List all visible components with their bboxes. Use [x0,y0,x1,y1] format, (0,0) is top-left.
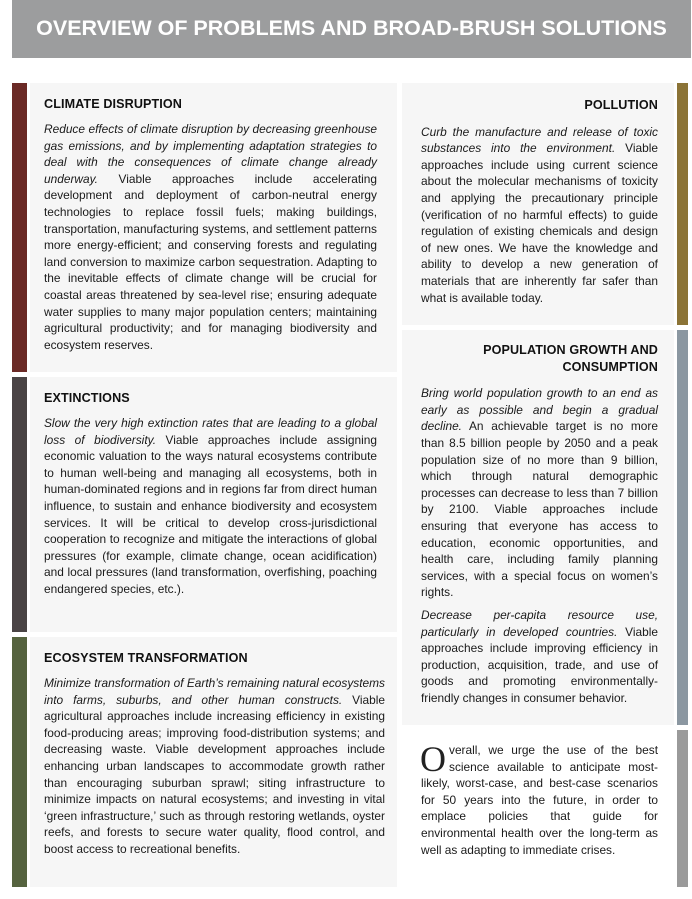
pollution-heading: POLLUTION [584,98,658,112]
population-section [402,330,674,725]
population-lead-2: Decrease per-capita resource use, particularly in developed countries. [421,607,658,639]
pollution-section [402,83,674,325]
population-color-bar [677,330,688,725]
overall-body: verall, we urge the use of the best science available to anticipate most-likely, worst-case, and best-case scenarios for 50 years into the future, in order to emplace policies that guide for environmental health over the long-term as well as adapting to immediate crises. [421,743,658,857]
extinctions-section [30,377,397,632]
population-body-1: An achievable target is no more than 8.5 billion people by 2050 and a peak population size of no more than 9 billion, which through natural demographic processes can decrease to less than 7 billion by 2100. Viable approaches include ensuring that everyone has access to education, economic opportunities, and health care, including family planning services, with a special focus on women’s rights. [421,419,658,600]
climate-lead: Reduce effects of climate disruption by decreasing greenhouse gas emissions, and by implementing adaptation strategies to deal with the consequences of climate change already underway. [44,122,377,186]
extinctions-heading: EXTINCTIONS [44,391,130,405]
overall-text [420,739,658,858]
extinctions-color-bar [12,377,27,632]
ecosystem-section [30,637,397,887]
climate-body: Viable approaches include accelerating development and deployment of carbon-neutral energy technologies to replace fossil fuels; making buildings, transportation, manufacturing systems, and settlement patterns more energy-efficient; and conserving forests and regulating land conversion to maximize carbon sequestration. Adapting to the inevitable effects of climate change will be crucial for coastal areas threatened by sea-level rise; ensuring adequate water supplies to many major population centers; maintaining agricultural productivity; and for managing biodiversity and ecosystem reserves. [44,171,377,352]
ecosystem-text [44,675,385,858]
ecosystem-color-bar [12,637,27,887]
pollution-text [421,124,658,307]
overall-dropcap: O [420,739,446,779]
extinctions-text [44,415,377,598]
population-text-2 [421,607,658,707]
overall-color-bar [677,730,688,887]
title-banner [12,0,691,58]
pollution-body: Viable approaches include using current science about the molecular mechanisms of toxicity and applying the precautionary principle (verification of no harmful effects) to guide regulation of existing chemicals and design of new ones. We have the knowledge and ability to develop a new generation of materials that are inherently far safer than what is available today. [421,141,658,305]
climate-color-bar [12,83,27,372]
overall-section [402,730,674,887]
page-title: OVERVIEW OF PROBLEMS AND BROAD-BRUSH SOLUTIONS [36,16,667,40]
population-heading: POPULATION GROWTH AND CONSUMPTION [483,343,658,374]
climate-heading: CLIMATE DISRUPTION [44,97,182,111]
climate-section [30,83,397,372]
population-body-2: Viable approaches include improving efficiency in production, acquisition, trade, and use of goods and promoting environmentally-friendly changes in consumer behavior. [421,624,658,705]
extinctions-lead: Slow the very high extinction rates that are leading to a global loss of biodiversity. [44,416,377,447]
climate-text [44,121,377,353]
pollution-color-bar [677,83,688,325]
ecosystem-heading: ECOSYSTEM TRANSFORMATION [44,651,248,665]
extinctions-body: Viable approaches include assigning economic valuation to the ways natural ecosystems contribute to human well-being and managing all ecosystems, both in human-dominated regions and in regions far from direct human influence, to sustain and enhance biodiversity and ecosystem services. It will be critical to develop cross-jurisdictional cooperation to recognize and mitigate the interactions of global pressures (for example, climate change, ocean acidification) and local pressures (land transformation, overfishing, poaching endangered species, etc.). [44,432,377,596]
pollution-lead: Curb the manufacture and release of toxic substances into the environment. [421,124,658,156]
ecosystem-lead: Minimize transformation of Earth’s remaining natural ecosystems into farms, suburbs, and other human constructs. [44,676,385,707]
ecosystem-body: Viable agricultural approaches include increasing efficiency in existing food-producing areas; improving food-distribution systems; and decreasing waste. Viable development approaches include enhancing urban landscapes to accommodate growth rather than encouraging suburban sprawl; siting infrastructure to minimize impacts on natural ecosystems; and investing in vital ‘green infrastructure,’ such as through restoring wetlands, oyster reefs, and forests to secure water quality, flood control, and boost access to recreational benefits. [44,692,385,856]
population-text-1 [421,385,658,601]
population-lead-1: Bring world population growth to an end as early as possible and begin a gradual decline. [421,386,658,434]
